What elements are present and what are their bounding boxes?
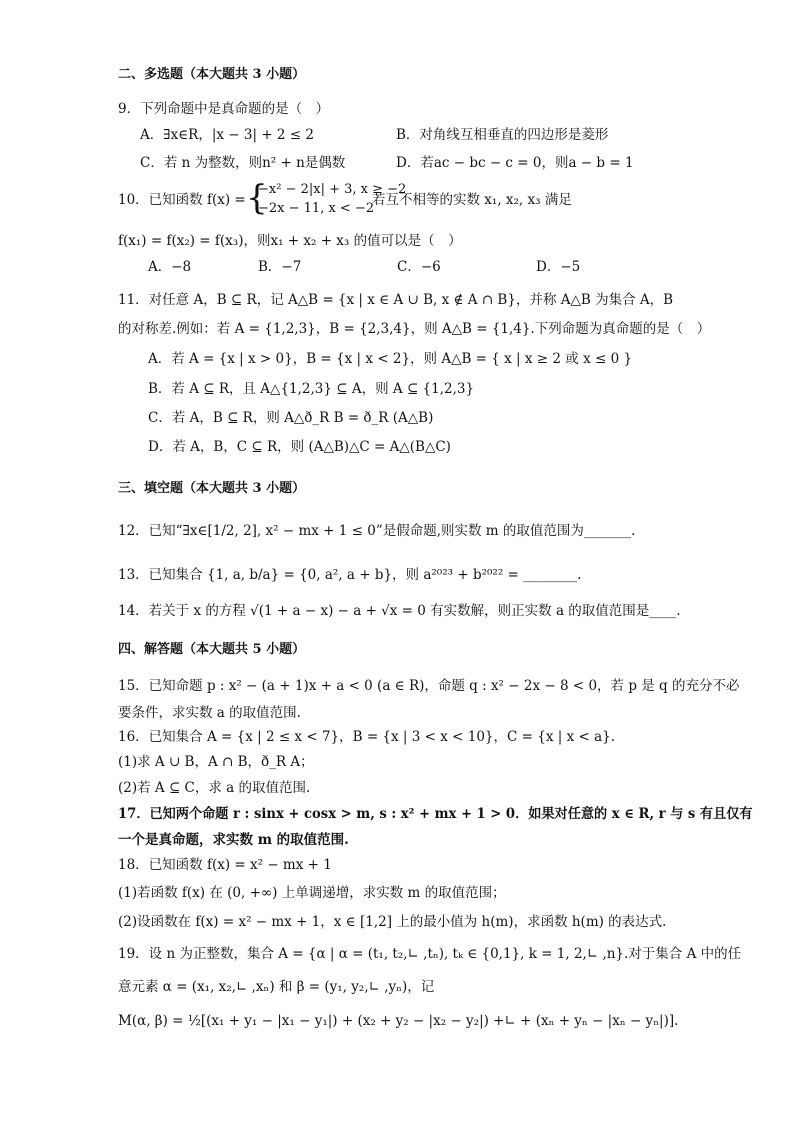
question-14: 14．若关于 x 的方程 √(1 + a − x) − a + √x = 0 有实数解，则正实数 a 的取值范围是____. xyxy=(118,603,681,619)
piecewise-brace: { xyxy=(246,178,268,218)
piecewise-case-2: −2x − 11, x < −2 xyxy=(258,201,375,216)
question-11-option-c: C．若 A，B ⊆ R，则 A△ð_R B = ð_R (A△B) xyxy=(148,410,434,426)
question-10-line-1-start: 10．已知函数 f(x) = xyxy=(118,192,246,208)
question-16-line-1: 16．已知集合 A = {x | 2 ≤ x < 7}，B = {x | 3 < x < 10}，C = {x | x < a}. xyxy=(118,729,616,745)
question-11-option-d: D．若 A，B，C ⊆ R，则 (A△B)△C = A△(B△C) xyxy=(148,439,451,455)
question-10-line-2: f(x₁) = f(x₂) = f(x₃)，则x₁ + x₂ + x₃ 的值可以是（ ） xyxy=(118,233,462,249)
question-10-option-b: B．−7 xyxy=(258,259,302,275)
question-19-line-2: 意元素 α = (x₁, x₂,∟ ,xₙ) 和 β = (y₁, y₂,∟ ,yₙ)，记 xyxy=(118,979,435,995)
question-13: 13．已知集合 {1, a, b/a} = {0, a², a + b}，则 a²⁰²³ + b²⁰²² = ________. xyxy=(118,567,582,583)
question-17-line-1: 17．已知两个命题 r : sinx + cosx > m, s : x² + mx + 1 > 0．如果对任意的 x ∈ R, r 与 s 有且仅有 xyxy=(118,806,753,822)
question-10-option-c: C．−6 xyxy=(397,259,441,275)
question-19-line-3: M(α, β) = ½[(x₁ + y₁ − |x₁ − y₁|) + (x₂ + y₂ − |x₂ − y₂|) +∟ + (xₙ + yₙ − |xₙ − yₙ|)]. xyxy=(118,1013,679,1029)
question-16-part-2: (2)若 A ⊆ C，求 a 的取值范围. xyxy=(118,780,311,796)
question-18-line-1: 18．已知函数 f(x) = x² − mx + 1 xyxy=(118,857,332,873)
question-11-option-a: A．若 A = {x | x > 0}，B = {x | x < 2}，则 A△B = { x | x ≥ 2 或 x ≤ 0 } xyxy=(148,351,633,367)
question-9-option-d: D．若ac − bc − c = 0，则a − b = 1 xyxy=(396,155,634,171)
question-11-line-1: 11．对任意 A，B ⊆ R，记 A△B = {x | x ∈ A ∪ B, x ∉ A ∩ B}，并称 A△B 为集合 A，B xyxy=(118,292,674,308)
section-answer-heading: 四、解答题（本大题共 5 小题） xyxy=(118,642,306,657)
question-10-option-d: D．−5 xyxy=(536,259,581,275)
question-18-part-1: (1)若函数 f(x) 在 (0, +∞) 上单调递增，求实数 m 的取值范围； xyxy=(118,885,506,901)
piecewise-case-1: −x² − 2|x| + 3, x ≥ −2 xyxy=(258,182,407,197)
question-11-option-b: B．若 A ⊆ R，且 A△{1,2,3} ⊆ A，则 A ⊆ {1,2,3} xyxy=(148,381,475,397)
question-15-line-2: 要条件，求实数 a 的取值范围. xyxy=(118,705,301,721)
section-multiple-choice-heading: 二、多选题（本大题共 3 小题） xyxy=(118,67,306,82)
question-15-line-1: 15．已知命题 p : x² − (a + 1)x + a < 0 (a ∈ R)，命题 q : x² − 2x − 8 < 0，若 p 是 q 的充分不必 xyxy=(118,678,740,694)
question-11-line-2: 的对称差.例如：若 A = {1,2,3}，B = {2,3,4}，则 A△B = {1,4}.下列命题为真命题的是（ ） xyxy=(118,321,711,337)
question-19-line-1: 19．设 n 为正整数，集合 A = {α | α = (t₁, t₂,∟ ,tₙ), tₖ ∈ {0,1}, k = 1, 2,∟ ,n}.对于集合 A 中的任 xyxy=(118,946,742,962)
question-9-option-c: C．若 n 为整数，则n² + n是偶数 xyxy=(140,155,346,171)
question-10-line-1-end: 若互不相等的实数 x₁, x₂, x₃ 满足 xyxy=(372,192,572,208)
section-fill-blank-heading: 三、填空题（本大题共 3 小题） xyxy=(118,481,306,496)
question-16-part-1: (1)求 A ∪ B，A ∩ B，ð_R A； xyxy=(118,754,314,770)
question-9-option-a: A．∃x∈R，|x − 3| + 2 ≤ 2 xyxy=(140,127,315,143)
question-9-stem: 9．下列命题中是真命题的是（ ） xyxy=(118,101,330,117)
question-9-option-b: B．对角线互相垂直的四边形是菱形 xyxy=(396,127,609,143)
question-12: 12．已知“∃x∈[1/2, 2], x² − mx + 1 ≤ 0”是假命题,则实数 m 的取值范围为_______. xyxy=(118,523,636,539)
question-18-part-2: (2)设函数在 f(x) = x² − mx + 1，x ∈ [1,2] 上的最小值为 h(m)，求函数 h(m) 的表达式. xyxy=(118,914,667,930)
question-17-line-2: 一个是真命题，求实数 m 的取值范围. xyxy=(118,832,349,848)
question-10-option-a: A．−8 xyxy=(148,259,192,275)
